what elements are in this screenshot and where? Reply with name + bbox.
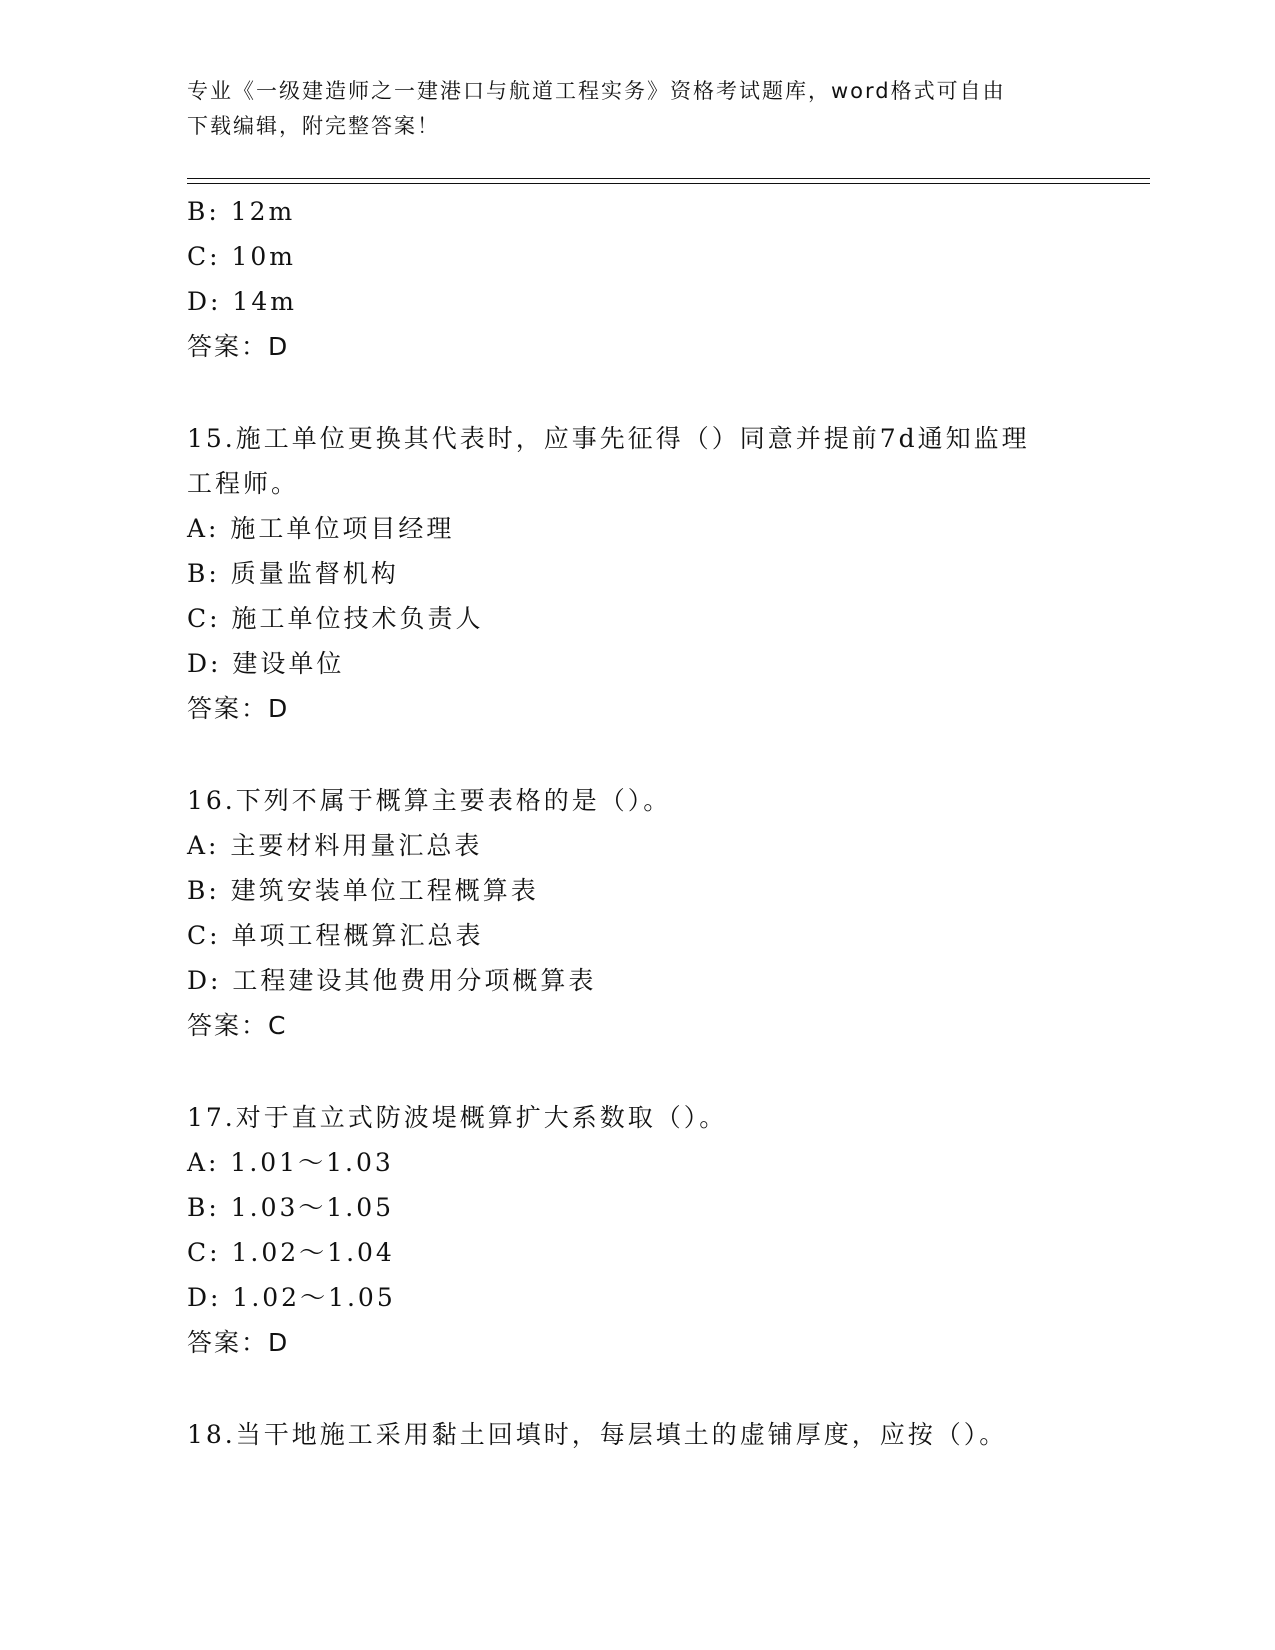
option-a: A: 1.01～1.03 (187, 1148, 394, 1177)
option-b: B: 12m (187, 197, 296, 226)
answer-line: 答案：D (187, 694, 290, 723)
option-d: D: 14m (187, 287, 297, 316)
question-17 (187, 1095, 1150, 1365)
option-a: A: 施工单位项目经理 (187, 514, 455, 543)
spacer (187, 1365, 1150, 1412)
question-18 (187, 1412, 1150, 1457)
question-stem: 16.下列不属于概算主要表格的是（）。 (187, 786, 672, 815)
option-c: C: 单项工程概算汇总表 (187, 921, 484, 950)
header-line-1: 专业《一级建造师之一建港口与航道工程实务》资格考试题库，word格式可自由 (187, 79, 1006, 103)
question-15 (187, 416, 1150, 731)
answer-line: 答案：D (187, 332, 290, 361)
question-stem-continued: 工程师。 (187, 469, 300, 498)
question-16 (187, 778, 1150, 1048)
option-b: B: 1.03～1.05 (187, 1193, 395, 1222)
option-c: C: 10m (187, 242, 297, 271)
option-b: B: 质量监督机构 (187, 559, 399, 588)
question-stem: 18.当干地施工采用黏土回填时，每层填土的虚铺厚度，应按（）。 (187, 1420, 1008, 1449)
spacer (187, 369, 1150, 416)
option-d: D: 建设单位 (187, 649, 345, 678)
option-d: D: 工程建设其他费用分项概算表 (187, 966, 597, 995)
question-14-tail (187, 189, 1150, 369)
option-c: C: 1.02～1.04 (187, 1238, 395, 1267)
option-a: A: 主要材料用量汇总表 (187, 831, 483, 860)
header-line-2: 下载编辑，附完整答案！ (187, 114, 440, 138)
option-c: C: 施工单位技术负责人 (187, 604, 484, 633)
option-d: D: 1.02～1.05 (187, 1283, 396, 1312)
page-header (187, 74, 1087, 144)
option-b: B: 建筑安装单位工程概算表 (187, 876, 539, 905)
answer-line: 答案：D (187, 1328, 290, 1357)
question-stem: 15.施工单位更换其代表时，应事先征得（）同意并提前7d通知监理 (187, 424, 1030, 453)
spacer (187, 731, 1150, 778)
header-rule-thin (187, 178, 1150, 179)
question-list (187, 189, 1150, 1457)
header-rule-thick (187, 183, 1150, 184)
question-stem: 17.对于直立式防波堤概算扩大系数取（）。 (187, 1103, 728, 1132)
answer-line: 答案：C (187, 1011, 288, 1040)
spacer (187, 1048, 1150, 1095)
